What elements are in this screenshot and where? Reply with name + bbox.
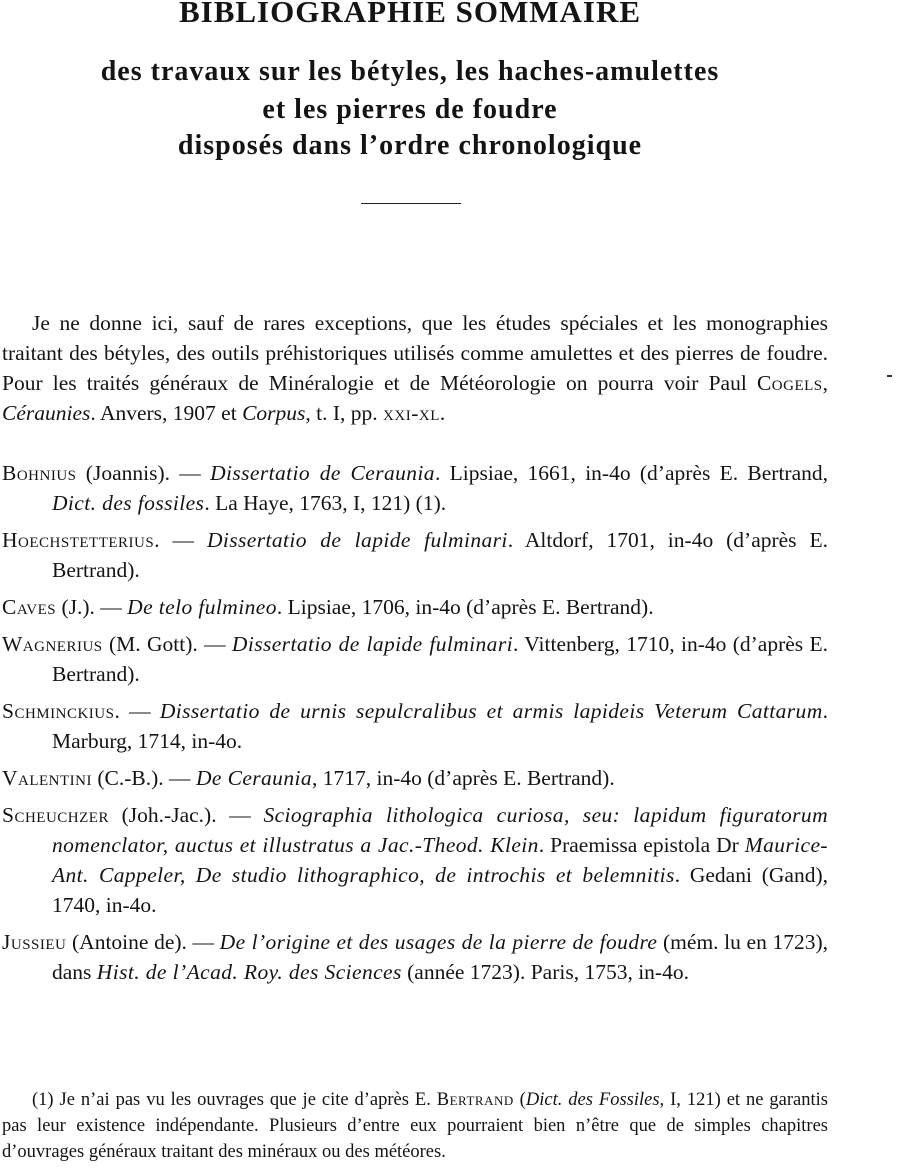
bibliography-entry (2, 458, 828, 518)
entry-author: Jussieu (2, 930, 67, 954)
entry-title: Sciographia lithologica curiosa, seu: lapidum figuratorum nomenclator, auctus et illustratus a Jac.-Theod. Klein (52, 803, 828, 857)
bibliography-entry (2, 927, 828, 987)
entry-title: Dissertatio de Ceraunia (210, 461, 435, 485)
entry-rest: . Lipsiae, 1706, in-4o (d’après E. Bertrand). (276, 595, 654, 619)
entry-title: Dissertatio de lapide fulminari (206, 528, 508, 552)
bibliography-entry (2, 592, 828, 622)
intro-work: Céraunies (2, 400, 91, 425)
bibliography-entry (2, 696, 828, 756)
entry-author: Schminckius (2, 699, 115, 723)
entry-author: Wagnerius (2, 632, 103, 656)
entry-rest: . Vittenberg, 1710, in-4o (d’après E. Bertrand). (52, 632, 828, 686)
intro-text-c: , t. I, pp. (305, 400, 384, 425)
intro-sep: , (822, 370, 828, 395)
entry-title: Dissertatio de urnis sepulcralibus et armis lapideis Veterum Cattarum (159, 699, 823, 723)
entry-rest: . Altdorf, 1701, in-4o (d’après E. Bertrand). (52, 528, 828, 582)
entry-rest-2: . Gedani (Gand), 1740, in-4o. (52, 863, 828, 917)
page-title: BIBLIOGRAPHIE SOMMAIRE (178, 0, 642, 29)
entry-title: De Ceraunia (195, 766, 313, 790)
entry-title-2: Hist. de l’Acad. Roy. des Sciences (96, 960, 402, 984)
entry-title-2: Maurice-Ant. Cappeler, De studio lithographico, de introchis et belemnitis (52, 833, 828, 887)
intro-paragraph (2, 308, 828, 428)
entry-title: De l’origine et des usages de la pierre de foudre (219, 930, 658, 954)
entry-rest: (mém. lu en 1723), dans (52, 930, 829, 984)
entry-rest: . Praemissa epistola Dr (538, 833, 745, 857)
entry-author-rest: (C.-B.). — (92, 766, 196, 790)
entry-author-rest: (Antoine de). — (66, 930, 220, 954)
entry-rest-2: . La Haye, 1763, I, 121) (1). (204, 491, 447, 515)
footnote-text-a: (1) Je n’ai pas vu les ouvrages que je cite d’après E. (32, 1089, 437, 1110)
intro-end: . (439, 400, 446, 425)
entry-author-rest: (Joannis). — (76, 461, 211, 485)
footnote-text-c: , I, 121) et ne garantis pas leur existence indépendante. Plusieurs d’entre eux pourraient bien n’être que de simples chapitres d’ouvrages généraux traitant des minéraux ou des météores. (2, 1089, 828, 1162)
bibliography-entry (2, 525, 828, 585)
bibliography-list (2, 458, 828, 994)
footnote-author: Bertrand (436, 1089, 514, 1110)
entry-rest: . Lipsiae, 1661, in-4o (d’après E. Bertrand, (434, 461, 828, 485)
intro-pages: xxi-xl (383, 400, 440, 425)
subtitle-line-2: et les pierres de foudre (262, 94, 558, 125)
footnote (2, 1087, 828, 1165)
bibliography-entry (2, 629, 828, 689)
entry-author: Caves (2, 595, 57, 619)
entry-title-2: Dict. des fossiles (52, 491, 205, 515)
entry-author-rest: (J.). — (56, 595, 128, 619)
entry-author-rest: . — (154, 528, 207, 552)
entry-author-rest: (M. Gott). — (102, 632, 232, 656)
bibliography-entry (2, 763, 828, 793)
entry-rest: . Marburg, 1714, in-4o. (52, 699, 829, 753)
title-divider (361, 203, 461, 204)
footnote-text-b: ( (513, 1089, 526, 1110)
intro-corpus: Corpus (242, 400, 306, 425)
intro-author: Cogels (756, 370, 823, 395)
entry-author: Valentini (2, 766, 93, 790)
entry-author-rest: (Joh.-Jac.). — (108, 803, 264, 827)
footnote-work: Dict. des Fossiles (525, 1089, 660, 1110)
subtitle-line-1: des travaux sur les bétyles, les haches-amulettes (100, 56, 720, 87)
intro-text-a: Je ne donne ici, sauf de rares exceptions, que les études spéciales et les monographies traitant des bétyles, des outils préhistoriques utilisés comme amulettes et des pierres de foudre. Pour les traités généraux de Minéralogie et de Météorologie on pourra voir Paul (2, 310, 828, 395)
bibliography-entry (2, 800, 828, 920)
entry-title: De telo fulmineo (127, 595, 277, 619)
margin-mark (887, 375, 892, 377)
entry-author: Hoechstetterius (2, 528, 155, 552)
subtitle-line-3: disposés dans l’ordre chronologique (177, 130, 643, 161)
entry-author: Scheuchzer (2, 803, 109, 827)
entry-rest: , 1717, in-4o (d’après E. Bertrand). (312, 766, 615, 790)
entry-title: Dissertatio de lapide fulminari (231, 632, 513, 656)
entry-author-rest: . — (114, 699, 160, 723)
intro-text-b: . Anvers, 1907 et (90, 400, 243, 425)
entry-author: Bohnius (2, 461, 77, 485)
entry-rest-2: (année 1723). Paris, 1753, in-4o. (401, 960, 689, 984)
